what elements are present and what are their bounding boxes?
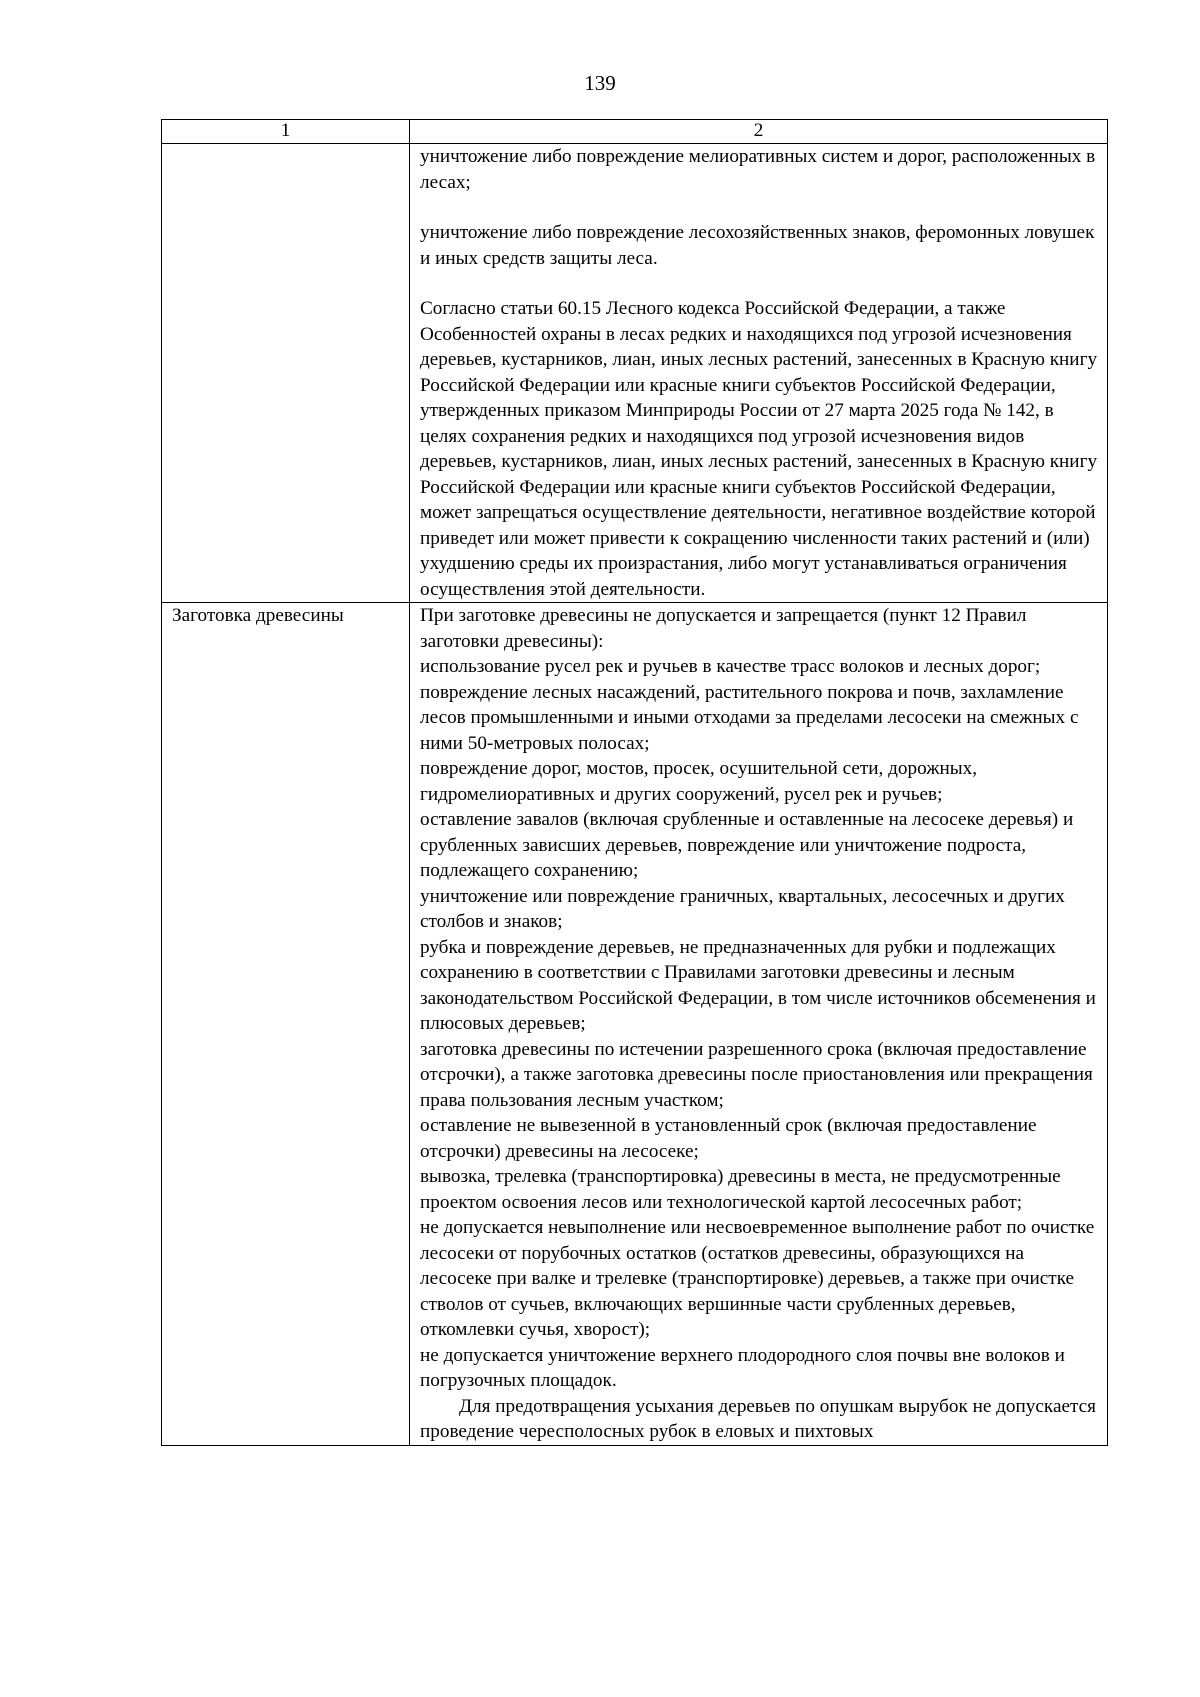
paragraph: При заготовке древесины не допускается и запрещается (пункт 12 Правил заготовки древесины): (420, 605, 1027, 652)
table-header-row (162, 120, 1108, 144)
row-1-content (410, 144, 1108, 603)
paragraph: Для предотвращения усыхания деревьев по опушкам вырубок не допускается проведение чересполосных рубок в еловых и пихтовых (420, 1395, 1096, 1442)
paragraph: не допускается уничтожение верхнего плодородного слоя почвы вне волоков и погрузочных площадок. (420, 1344, 1065, 1391)
paragraph: использование русел рек и ручьев в качестве трасс волоков и лесных дорог; (420, 656, 1041, 677)
table-row (162, 144, 1108, 603)
row-1-category (162, 144, 410, 603)
paragraph: уничтожение или повреждение граничных, квартальных, лесосечных и других столбов и знаков; (420, 885, 1065, 932)
paragraph: заготовка древесины по истечении разрешенного срока (включая предоставление отсрочки), а также заготовка древесины после приостановления или прекращения права пользования лесным участком; (420, 1038, 1093, 1111)
column-header-1: 1 (162, 120, 410, 144)
column-header-2: 2 (410, 120, 1108, 144)
paragraph: уничтожение либо повреждение лесохозяйственных знаков, феромонных ловушек и иных средств защиты леса. (420, 222, 1095, 269)
row-2-category: Заготовка древесины (162, 603, 410, 1446)
table-row (162, 603, 1108, 1446)
paragraph: оставление завалов (включая срубленные и оставленные на лесосеке деревья) и срубленных зависших деревьев, повреждение или уничтожение подроста, подлежащего сохранению; (420, 809, 1074, 881)
page-number: 139 (584, 71, 616, 95)
paragraph: рубка и повреждение деревьев, не предназначенных для рубки и подлежащих сохранению в соответствии с Правилами заготовки древесины и лесным законодательством Российской Федерации, в том числе источников обсеменения и плюсовых деревьев; (420, 936, 1096, 1034)
paragraph: оставление не вывезенной в установленный срок (включая предоставление отсрочки) древесины на лесосеке; (420, 1115, 1037, 1162)
paragraph: повреждение лесных насаждений, растительного покрова и почв, захламление лесов промышленными и иными отходами за пределами лесосеки на смежных с ними 50-метровых полосах; (420, 681, 1079, 754)
paragraph: вывозка, трелевка (транспортировка) древесины в места, не предусмотренные проектом освоения лесов или технологической картой лесосечных работ; (420, 1166, 1061, 1213)
paragraph: уничтожение либо повреждение мелиоративных систем и дорог, расположенных в лесах; (420, 146, 1096, 193)
document-table (161, 119, 1108, 1446)
paragraph: Согласно статьи 60.15 Лесного кодекса Российской Федерации, а также Особенностей охраны в лесах редких и находящихся под угрозой исчезновения деревьев, кустарников, лиан, иных лесных растений, занесенных в Красную книгу Российской Федерации или красные книги субъектов Российской Федерации, утвержденных приказом Минприроды России от 27 марта 2025 года № 142, в целях сохранения редких и находящихся под угрозой исчезновения видов деревьев, кустарников, лиан, иных лесных растений, занесенных в Красную книгу Российской Федерации или красные книги субъектов Российской Федерации, может запрещаться осуществление деятельности, негативное воздействие которой приведет или может привести к сокращению численности таких растений и (или) ухудшению среды их произрастания, либо могут устанавливаться ограничения осуществления этой деятельности. (420, 298, 1098, 600)
row-2-content (410, 603, 1108, 1446)
paragraph: повреждение дорог, мостов, просек, осушительной сети, дорожных, гидромелиоративных и других сооружений, русел рек и ручьев; (420, 758, 977, 805)
paragraph: не допускается невыполнение или несвоевременное выполнение работ по очистке лесосеки от порубочных остатков (остатков древесины, образующихся на лесосеке при валке и трелевке (транспортировке) деревьев, а также при очистке стволов от сучьев, включающих вершинные части срубленных деревьев, откомлевки сучья, хворост); (420, 1217, 1095, 1340)
